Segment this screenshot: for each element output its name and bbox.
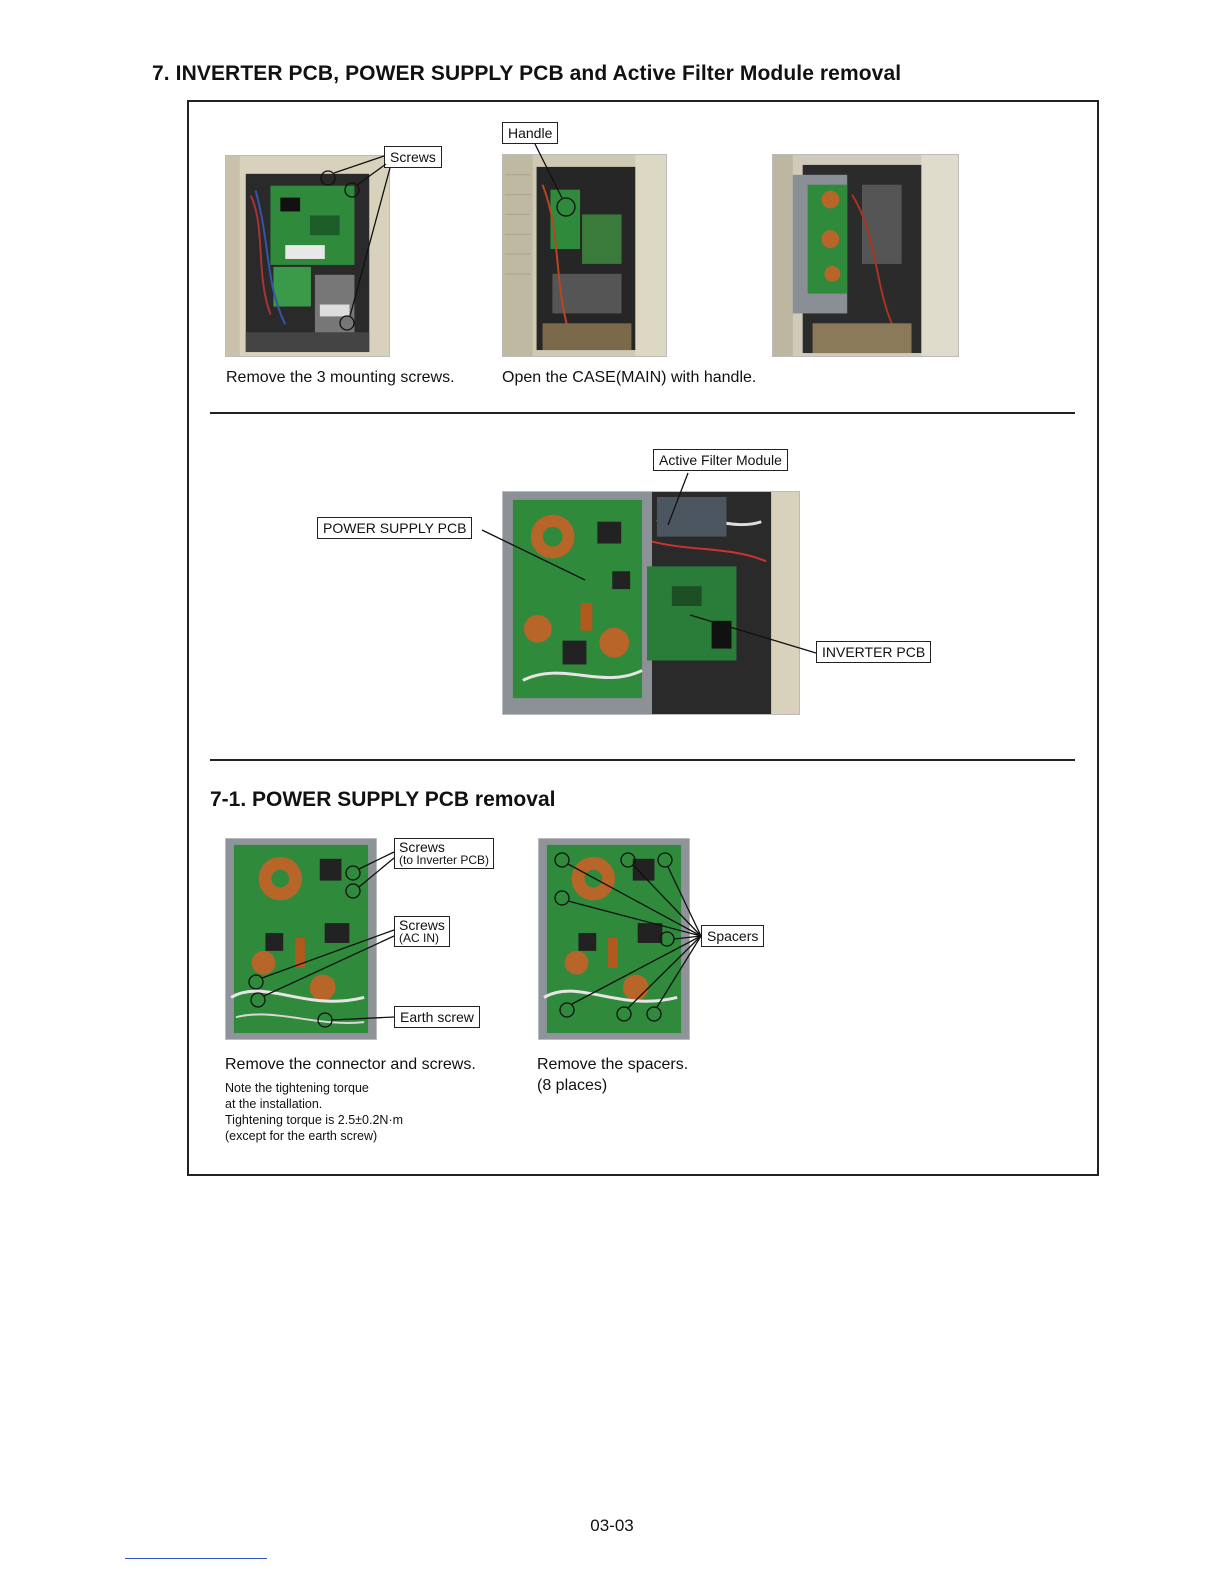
callout-active-filter-module: Active Filter Module — [653, 449, 788, 471]
callout-power-supply-pcb: POWER SUPPLY PCB — [317, 517, 472, 539]
callout-screws-ac-in — [394, 916, 450, 947]
photo-case-main-opened — [772, 154, 959, 357]
callout-earth-screw: Earth screw — [394, 1006, 480, 1028]
callout-handle: Handle — [502, 122, 558, 144]
caption-open-case-main: Open the CASE(MAIN) with handle. — [502, 369, 757, 386]
note-line: Note the tightening torque — [225, 1081, 369, 1095]
section-title: 7. INVERTER PCB, POWER SUPPLY PCB and Active Filter Module removal — [152, 62, 902, 85]
callout-screws-to-inverter-pcb — [394, 838, 494, 869]
photo-case-main-handle — [502, 154, 667, 357]
callout-line: (AC IN) — [399, 931, 439, 945]
section-divider — [210, 412, 1075, 414]
photo-power-supply-screws — [225, 838, 377, 1040]
page-number: 03-03 — [590, 1516, 634, 1535]
callout-screws: Screws — [384, 146, 442, 168]
photo-power-supply-spacers — [538, 838, 690, 1040]
callout-spacers: Spacers — [701, 925, 764, 947]
callout-inverter-pcb: INVERTER PCB — [816, 641, 931, 663]
note-line: (except for the earth screw) — [225, 1129, 378, 1143]
photo-unit-front-panel-open — [225, 155, 390, 357]
photo-pcb-assembly — [502, 491, 800, 715]
callout-line: (to Inverter PCB) — [399, 853, 490, 867]
caption-remove-mounting-screws: Remove the 3 mounting screws. — [226, 369, 455, 386]
torque-note — [225, 1080, 403, 1144]
note-line: at the installation. — [225, 1097, 323, 1111]
callout-line: Screws — [399, 917, 445, 933]
caption-remove-connector-screws: Remove the connector and screws. — [225, 1056, 476, 1073]
caption-spacer-count: (8 places) — [537, 1077, 608, 1094]
subsection-title: 7-1. POWER SUPPLY PCB removal — [210, 788, 556, 811]
callout-line: Screws — [399, 839, 445, 855]
footer-rule — [125, 1558, 267, 1559]
note-line: Tightening torque is 2.5±0.2N·m — [225, 1113, 404, 1127]
caption-remove-spacers: Remove the spacers. — [537, 1056, 689, 1073]
section-divider — [210, 759, 1075, 761]
